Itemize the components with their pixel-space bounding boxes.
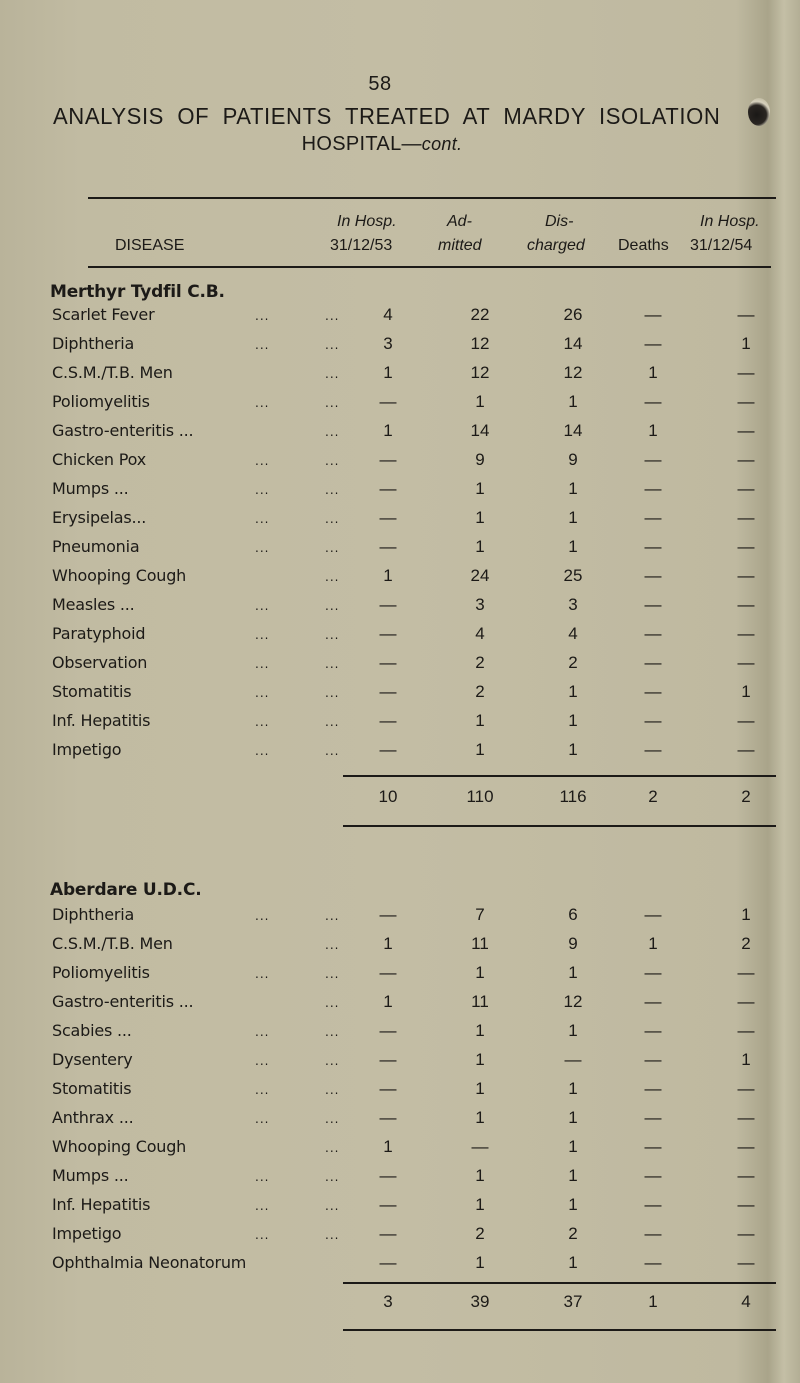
cell-deaths: —: [644, 682, 662, 701]
leader-dots: ...: [325, 1170, 340, 1184]
table-row: [0, 963, 800, 985]
cell-in-hosp-end: —: [737, 963, 755, 982]
table-row: [0, 934, 800, 956]
cell-discharged: 2: [568, 1224, 578, 1243]
cell-deaths: —: [644, 1108, 662, 1127]
cell-discharged: 1: [568, 682, 578, 701]
header-in-hosp-end-l1: In Hosp.: [700, 213, 760, 230]
total-admitted: 39: [470, 1292, 490, 1311]
leader-dots: ...: [325, 454, 340, 468]
disease-name: Inf. Hepatitis: [52, 1195, 151, 1214]
leader-dots: ...: [325, 483, 340, 497]
disease-name: Pneumonia: [52, 537, 140, 556]
page-number: 58: [368, 73, 392, 95]
cell-in-hosp-start: 3: [383, 334, 393, 353]
cell-admitted: 1: [475, 479, 485, 498]
cell-in-hosp-end: —: [737, 711, 755, 730]
disease-name: Inf. Hepatitis: [52, 711, 151, 730]
cell-admitted: 1: [475, 740, 485, 759]
table-row: [0, 1021, 800, 1043]
cell-in-hosp-end: —: [737, 992, 755, 1011]
cell-deaths: 1: [648, 363, 658, 382]
leader-dots: ...: [325, 628, 340, 642]
cell-in-hosp-start: —: [379, 450, 397, 469]
leader-dots: ...: [325, 396, 340, 410]
table-row: [0, 1050, 800, 1072]
section-title-merthyr: Merthyr Tydfil C.B.: [50, 282, 225, 302]
table-row: [0, 595, 800, 617]
header-discharged-l1: Dis-: [545, 213, 574, 230]
cell-admitted: 1: [475, 1195, 485, 1214]
cell-discharged: 1: [568, 508, 578, 527]
cell-in-hosp-start: —: [379, 1021, 397, 1040]
cell-in-hosp-end: 2: [741, 934, 751, 953]
cell-deaths: —: [644, 566, 662, 585]
table-row: [0, 1079, 800, 1101]
cell-deaths: 1: [648, 934, 658, 953]
leader-dots: ...: [325, 1228, 340, 1242]
total-admitted: 110: [466, 787, 494, 806]
total-discharged: 116: [559, 787, 587, 806]
cell-discharged: 9: [568, 450, 578, 469]
disease-name: Erysipelas...: [52, 508, 147, 527]
disease-name: Stomatitis: [52, 682, 132, 701]
cell-discharged: 1: [568, 711, 578, 730]
cell-admitted: 9: [475, 450, 485, 469]
leader-dots: ...: [325, 599, 340, 613]
table-row: [0, 421, 800, 443]
table-row: [0, 450, 800, 472]
leader-dots: ...: [255, 1083, 270, 1097]
totals-top-rule: [343, 1282, 776, 1284]
table-row: [0, 1195, 800, 1217]
leader-dots: ...: [325, 1112, 340, 1126]
leader-dots: ...: [255, 396, 270, 410]
table-row: [0, 479, 800, 501]
cell-discharged: 12: [563, 363, 583, 382]
leader-dots: ...: [325, 1083, 340, 1097]
total-in-hosp-start: 10: [378, 787, 398, 806]
cell-in-hosp-end: —: [737, 1224, 755, 1243]
table-row: [0, 1166, 800, 1188]
disease-name: Scarlet Fever: [52, 305, 155, 324]
cell-in-hosp-end: —: [737, 1137, 755, 1156]
table-row: [0, 1137, 800, 1159]
cell-admitted: 11: [471, 992, 489, 1011]
cell-in-hosp-end: —: [737, 653, 755, 672]
cell-admitted: 12: [470, 363, 490, 382]
header-disease: DISEASE: [115, 237, 185, 254]
cell-deaths: —: [644, 1224, 662, 1243]
cell-deaths: —: [644, 1021, 662, 1040]
cell-discharged: 1: [568, 963, 578, 982]
total-in-hosp-end: 2: [741, 787, 751, 806]
cell-in-hosp-start: 1: [383, 363, 393, 382]
disease-name: C.S.M./T.B. Men: [52, 363, 173, 382]
cell-deaths: —: [644, 305, 662, 324]
table-row: [0, 711, 800, 733]
cell-in-hosp-end: —: [737, 740, 755, 759]
punch-hole: [748, 98, 770, 126]
cell-in-hosp-start: —: [379, 624, 397, 643]
leader-dots: ...: [325, 996, 340, 1010]
cell-discharged: 4: [568, 624, 578, 643]
cell-discharged: 12: [563, 992, 583, 1011]
cell-admitted: 22: [470, 305, 490, 324]
disease-name: Gastro-enteritis ...: [52, 421, 194, 440]
leader-dots: ...: [255, 512, 270, 526]
table-row: [0, 508, 800, 530]
cell-discharged: 9: [568, 934, 578, 953]
leader-dots: ...: [255, 1112, 270, 1126]
cell-in-hosp-end: 1: [741, 682, 751, 701]
title-hospital: HOSPITAL—: [301, 133, 422, 155]
table-row: [0, 566, 800, 588]
cell-admitted: 14: [470, 421, 490, 440]
table-row: [0, 334, 800, 356]
cell-deaths: —: [644, 508, 662, 527]
cell-in-hosp-start: 1: [383, 421, 393, 440]
cell-admitted: 11: [471, 934, 489, 953]
cell-in-hosp-start: 4: [383, 305, 393, 324]
disease-name: Whooping Cough: [52, 1137, 187, 1156]
totals-top-rule: [343, 775, 776, 777]
cell-in-hosp-end: —: [737, 450, 755, 469]
leader-dots: ...: [325, 1025, 340, 1039]
cell-admitted: 24: [470, 566, 490, 585]
disease-name: Mumps ...: [52, 1166, 129, 1185]
cell-in-hosp-start: —: [379, 1166, 397, 1185]
leader-dots: ...: [255, 686, 270, 700]
leader-dots: ...: [255, 454, 270, 468]
cell-in-hosp-start: 1: [383, 934, 393, 953]
disease-name: C.S.M./T.B. Men: [52, 934, 173, 953]
page-title-continued: [0, 133, 782, 156]
leader-dots: ...: [325, 512, 340, 526]
cell-discharged: 14: [563, 334, 583, 353]
disease-name: Measles ...: [52, 595, 135, 614]
disease-name: Observation: [52, 653, 148, 672]
leader-dots: ...: [255, 1170, 270, 1184]
cell-deaths: —: [644, 740, 662, 759]
cell-discharged: 1: [568, 1137, 578, 1156]
table-row: [0, 653, 800, 675]
cell-in-hosp-start: —: [379, 963, 397, 982]
disease-name: Diphtheria: [52, 334, 135, 353]
cell-discharged: 1: [568, 479, 578, 498]
cell-in-hosp-end: —: [737, 479, 755, 498]
cell-deaths: —: [644, 334, 662, 353]
cell-in-hosp-end: —: [737, 624, 755, 643]
leader-dots: ...: [325, 367, 340, 381]
leader-dots: ...: [255, 715, 270, 729]
cell-admitted: 1: [475, 963, 485, 982]
leader-dots: ...: [325, 570, 340, 584]
table-row: [0, 1224, 800, 1246]
leader-dots: ...: [325, 686, 340, 700]
cell-admitted: 7: [475, 905, 485, 924]
cell-in-hosp-start: —: [379, 653, 397, 672]
cell-discharged: 1: [568, 1079, 578, 1098]
cell-discharged: 1: [568, 1195, 578, 1214]
disease-name: Stomatitis: [52, 1079, 132, 1098]
cell-in-hosp-end: —: [737, 1108, 755, 1127]
cell-admitted: 2: [475, 1224, 485, 1243]
total-in-hosp-end: 4: [741, 1292, 751, 1311]
cell-deaths: —: [644, 1137, 662, 1156]
leader-dots: ...: [255, 909, 270, 923]
cell-admitted: 1: [475, 1108, 485, 1127]
cell-discharged: 1: [568, 1021, 578, 1040]
cell-admitted: 1: [475, 537, 485, 556]
cell-discharged: 1: [568, 1166, 578, 1185]
disease-name: Chicken Pox: [52, 450, 146, 469]
cell-admitted: 1: [475, 1166, 485, 1185]
cell-in-hosp-end: —: [737, 595, 755, 614]
totals-bottom-rule: [343, 825, 776, 827]
cell-in-hosp-end: —: [737, 392, 755, 411]
cell-admitted: 1: [475, 1050, 485, 1069]
leader-dots: ...: [255, 967, 270, 981]
cell-admitted: 3: [475, 595, 485, 614]
cell-deaths: —: [644, 479, 662, 498]
disease-name: Impetigo: [52, 1224, 122, 1243]
cell-discharged: 1: [568, 740, 578, 759]
leader-dots: ...: [255, 309, 270, 323]
cell-deaths: —: [644, 1253, 662, 1272]
cell-in-hosp-start: —: [379, 682, 397, 701]
cell-discharged: 6: [568, 905, 578, 924]
disease-name: Diphtheria: [52, 905, 135, 924]
table-row: [0, 624, 800, 646]
cell-in-hosp-start: —: [379, 1253, 397, 1272]
cell-deaths: —: [644, 392, 662, 411]
title-cont: cont.: [421, 134, 463, 154]
totals-row: [0, 1292, 800, 1316]
totals-bottom-rule: [343, 1329, 776, 1331]
leader-dots: ...: [255, 1228, 270, 1242]
leader-dots: ...: [325, 425, 340, 439]
leader-dots: ...: [255, 1054, 270, 1068]
table-row: [0, 992, 800, 1014]
cell-in-hosp-end: 1: [741, 1050, 751, 1069]
cell-deaths: —: [644, 624, 662, 643]
cell-discharged: 1: [568, 1253, 578, 1272]
cell-in-hosp-start: —: [379, 740, 397, 759]
page-title: ANALYSIS OF PATIENTS TREATED AT MARDY ISOLATION: [53, 103, 721, 129]
cell-deaths: —: [644, 450, 662, 469]
table-row: [0, 363, 800, 385]
header-admitted-l1: Ad-: [447, 213, 472, 230]
cell-in-hosp-start: —: [379, 711, 397, 730]
leader-dots: ...: [255, 657, 270, 671]
section-title-aberdare: Aberdare U.D.C.: [50, 880, 202, 900]
cell-discharged: 1: [568, 1108, 578, 1127]
cell-deaths: —: [644, 711, 662, 730]
cell-in-hosp-end: —: [737, 508, 755, 527]
cell-admitted: 12: [470, 334, 490, 353]
cell-discharged: 26: [563, 305, 583, 324]
disease-name: Poliomyelitis: [52, 963, 150, 982]
header-deaths: Deaths: [618, 237, 669, 254]
cell-in-hosp-start: —: [379, 905, 397, 924]
cell-in-hosp-end: —: [737, 421, 755, 440]
cell-in-hosp-start: —: [379, 392, 397, 411]
cell-admitted: 2: [475, 682, 485, 701]
cell-deaths: —: [644, 992, 662, 1011]
cell-in-hosp-end: —: [737, 363, 755, 382]
cell-deaths: —: [644, 595, 662, 614]
disease-name: Anthrax ...: [52, 1108, 134, 1127]
cell-deaths: —: [644, 1050, 662, 1069]
disease-name: Paratyphoid: [52, 624, 146, 643]
leader-dots: ...: [255, 1199, 270, 1213]
total-in-hosp-start: 3: [383, 1292, 393, 1311]
cell-in-hosp-end: —: [737, 1253, 755, 1272]
table-row: [0, 305, 800, 327]
header-in-hosp-start-l1: In Hosp.: [337, 213, 397, 230]
table-row: [0, 1253, 800, 1275]
leader-dots: ...: [325, 744, 340, 758]
total-deaths: 1: [648, 1292, 658, 1311]
cell-in-hosp-start: —: [379, 1050, 397, 1069]
leader-dots: ...: [255, 541, 270, 555]
cell-in-hosp-start: —: [379, 479, 397, 498]
cell-in-hosp-end: —: [737, 1079, 755, 1098]
leader-dots: ...: [325, 541, 340, 555]
cell-in-hosp-end: —: [737, 537, 755, 556]
cell-in-hosp-start: —: [379, 1195, 397, 1214]
disease-name: Scabies ...: [52, 1021, 132, 1040]
cell-in-hosp-end: —: [737, 305, 755, 324]
cell-admitted: 4: [475, 624, 485, 643]
leader-dots: ...: [255, 599, 270, 613]
cell-admitted: 1: [475, 1253, 485, 1272]
cell-discharged: 25: [563, 566, 583, 585]
table-row: [0, 537, 800, 559]
disease-name: Gastro-enteritis ...: [52, 992, 194, 1011]
leader-dots: ...: [255, 483, 270, 497]
cell-in-hosp-end: 1: [741, 334, 751, 353]
header-bottom-rule: [88, 266, 771, 268]
cell-in-hosp-start: 1: [383, 1137, 393, 1156]
disease-name: Impetigo: [52, 740, 122, 759]
leader-dots: ...: [255, 628, 270, 642]
cell-admitted: 2: [475, 653, 485, 672]
cell-discharged: 2: [568, 653, 578, 672]
cell-in-hosp-start: 1: [383, 566, 393, 585]
cell-in-hosp-start: —: [379, 508, 397, 527]
disease-name: Dysentery: [52, 1050, 133, 1069]
leader-dots: ...: [255, 744, 270, 758]
leader-dots: ...: [325, 967, 340, 981]
cell-deaths: 1: [648, 421, 658, 440]
table-row: [0, 682, 800, 704]
cell-in-hosp-start: —: [379, 537, 397, 556]
disease-name: Poliomyelitis: [52, 392, 150, 411]
cell-discharged: 14: [563, 421, 583, 440]
leader-dots: ...: [325, 715, 340, 729]
cell-deaths: —: [644, 537, 662, 556]
cell-in-hosp-end: —: [737, 1166, 755, 1185]
leader-dots: ...: [255, 338, 270, 352]
cell-admitted: 1: [475, 1021, 485, 1040]
leader-dots: ...: [325, 1141, 340, 1155]
cell-deaths: —: [644, 653, 662, 672]
cell-in-hosp-end: 1: [741, 905, 751, 924]
cell-in-hosp-start: —: [379, 1108, 397, 1127]
cell-discharged: 1: [568, 392, 578, 411]
cell-deaths: —: [644, 1195, 662, 1214]
table-row: [0, 905, 800, 927]
leader-dots: ...: [325, 1199, 340, 1213]
header-discharged-l2: charged: [527, 237, 585, 254]
cell-admitted: 1: [475, 711, 485, 730]
leader-dots: ...: [325, 909, 340, 923]
cell-in-hosp-end: —: [737, 1195, 755, 1214]
total-deaths: 2: [648, 787, 658, 806]
leader-dots: ...: [325, 657, 340, 671]
cell-admitted: 1: [475, 392, 485, 411]
cell-in-hosp-start: —: [379, 1079, 397, 1098]
cell-deaths: —: [644, 963, 662, 982]
table-row: [0, 740, 800, 762]
leader-dots: ...: [325, 338, 340, 352]
table-row: [0, 1108, 800, 1130]
cell-admitted: —: [471, 1137, 489, 1156]
table-row: [0, 392, 800, 414]
cell-discharged: 1: [568, 537, 578, 556]
cell-deaths: —: [644, 1166, 662, 1185]
total-discharged: 37: [563, 1292, 583, 1311]
header-in-hosp-end-l2: 31/12/54: [690, 237, 753, 254]
cell-in-hosp-end: —: [737, 1021, 755, 1040]
cell-admitted: 1: [475, 1079, 485, 1098]
header-in-hosp-start-l2: 31/12/53: [330, 237, 393, 254]
cell-in-hosp-start: 1: [383, 992, 393, 1011]
cell-deaths: —: [644, 905, 662, 924]
leader-dots: ...: [325, 309, 340, 323]
cell-in-hosp-start: —: [379, 595, 397, 614]
cell-in-hosp-end: —: [737, 566, 755, 585]
leader-dots: ...: [255, 1025, 270, 1039]
cell-in-hosp-start: —: [379, 1224, 397, 1243]
cell-deaths: —: [644, 1079, 662, 1098]
disease-name: Mumps ...: [52, 479, 129, 498]
cell-admitted: 1: [475, 508, 485, 527]
leader-dots: ...: [325, 1054, 340, 1068]
cell-discharged: —: [564, 1050, 582, 1069]
disease-name: Ophthalmia Neonatorum: [52, 1253, 247, 1272]
totals-row: [0, 787, 800, 811]
header-top-rule: [88, 197, 776, 199]
cell-discharged: 3: [568, 595, 578, 614]
header-admitted-l2: mitted: [438, 237, 482, 254]
disease-name: Whooping Cough: [52, 566, 187, 585]
leader-dots: ...: [325, 938, 340, 952]
